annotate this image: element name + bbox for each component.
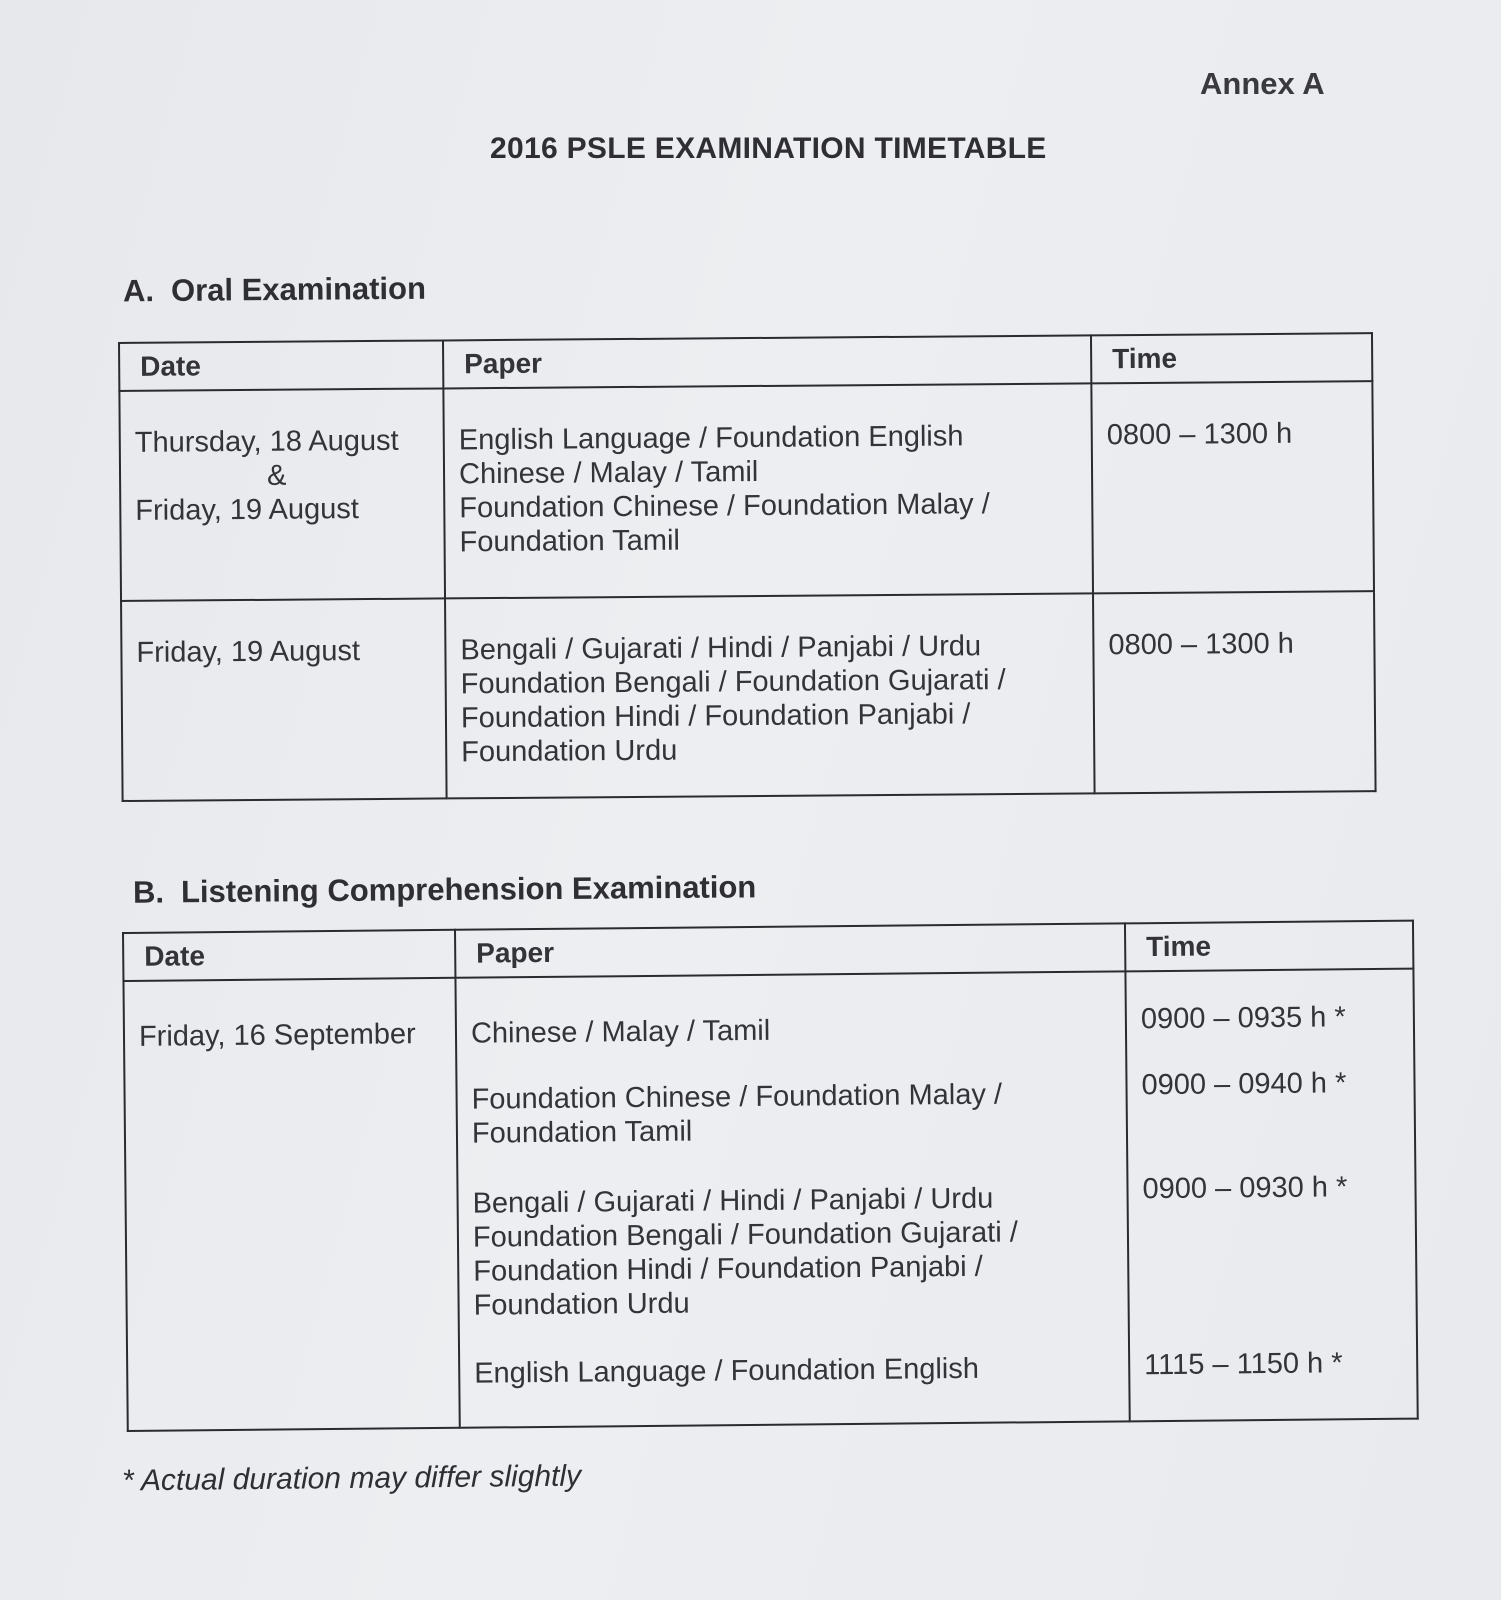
paper-line: Foundation Chinese / Foundation Malay / <box>471 1078 1003 1116</box>
header-time: Time <box>1125 921 1413 972</box>
time-entry: 0900 – 0935 h * <box>1140 1001 1346 1036</box>
paper-line: Bengali / Gujarati / Hindi / Panjabi / Urdu <box>460 630 982 667</box>
time-entry: 0900 – 0940 h * <box>1141 1067 1347 1102</box>
section-a-heading <box>123 271 426 310</box>
paper-cell <box>443 383 1093 598</box>
paper-line: Foundation Tamil <box>471 1115 693 1150</box>
paper-line: Foundation Hindi / Foundation Panjabi / <box>460 698 971 735</box>
table-row <box>121 591 1376 801</box>
paper-line: Foundation Hindi / Foundation Panjabi / <box>473 1250 983 1288</box>
header-time: Time <box>1091 333 1372 383</box>
paper-cell <box>455 971 1129 1427</box>
paper-line: English Language / Foundation English <box>474 1352 980 1390</box>
paper-line: English Language / Foundation English <box>458 420 964 457</box>
paper-line: Bengali / Gujarati / Hindi / Panjabi / Urdu <box>472 1182 994 1220</box>
date-line: Thursday, 18 August <box>134 424 399 459</box>
time-entry: 0900 – 0930 h * <box>1142 1171 1348 1206</box>
paper-line: Foundation Tamil <box>459 524 681 559</box>
date-cell: Friday, 19 August <box>121 598 447 801</box>
time-cell: 0800 – 1300 h <box>1093 591 1376 793</box>
listening-exam-table <box>122 920 1419 1432</box>
page-title: 2016 PSLE EXAMINATION TIMETABLE <box>490 132 1047 165</box>
section-a-title: Oral Examination <box>170 270 427 308</box>
paper-group <box>472 1181 1114 1357</box>
paper-line: Foundation Chinese / Foundation Malay / <box>459 488 990 525</box>
paper-line: Chinese / Malay / Tamil <box>458 455 759 491</box>
paper-line: Foundation Bengali / Foundation Gujarati / <box>460 664 1006 701</box>
table-row <box>119 381 1374 601</box>
paper-group <box>471 1077 1112 1187</box>
footnote: * Actual duration may differ slightly <box>121 1459 582 1498</box>
date-cell <box>119 388 445 601</box>
paper-line: Foundation Urdu <box>461 734 678 769</box>
time-entry: 1115 – 1150 h * <box>1144 1347 1343 1382</box>
header-paper: Paper <box>443 335 1091 388</box>
date-ampersand: & <box>266 459 287 492</box>
table-row <box>123 969 1417 1431</box>
header-date: Date <box>119 340 443 391</box>
date-cell: Friday, 16 September <box>123 978 459 1431</box>
header-paper: Paper <box>455 923 1125 977</box>
time-cell <box>1125 969 1417 1422</box>
date-line: Friday, 19 August <box>135 493 359 527</box>
section-b-letter: B. <box>132 874 165 910</box>
oral-exam-table <box>118 332 1377 802</box>
paper-group <box>474 1350 1114 1410</box>
header-date: Date <box>123 930 455 981</box>
paper-line: Foundation Bengali / Foundation Gujarati / <box>472 1216 1019 1254</box>
section-b-title: Listening Comprehension Examination <box>180 869 757 910</box>
section-a-letter: A. <box>122 273 155 309</box>
time-cell: 0800 – 1300 h <box>1091 381 1374 593</box>
annex-label: Annex A <box>1200 66 1325 101</box>
section-b-heading <box>133 869 757 910</box>
paper-line: Foundation Urdu <box>473 1287 690 1322</box>
paper-group <box>471 1011 1112 1083</box>
paper-cell <box>445 593 1095 798</box>
paper-line: Chinese / Malay / Tamil <box>470 1014 771 1050</box>
